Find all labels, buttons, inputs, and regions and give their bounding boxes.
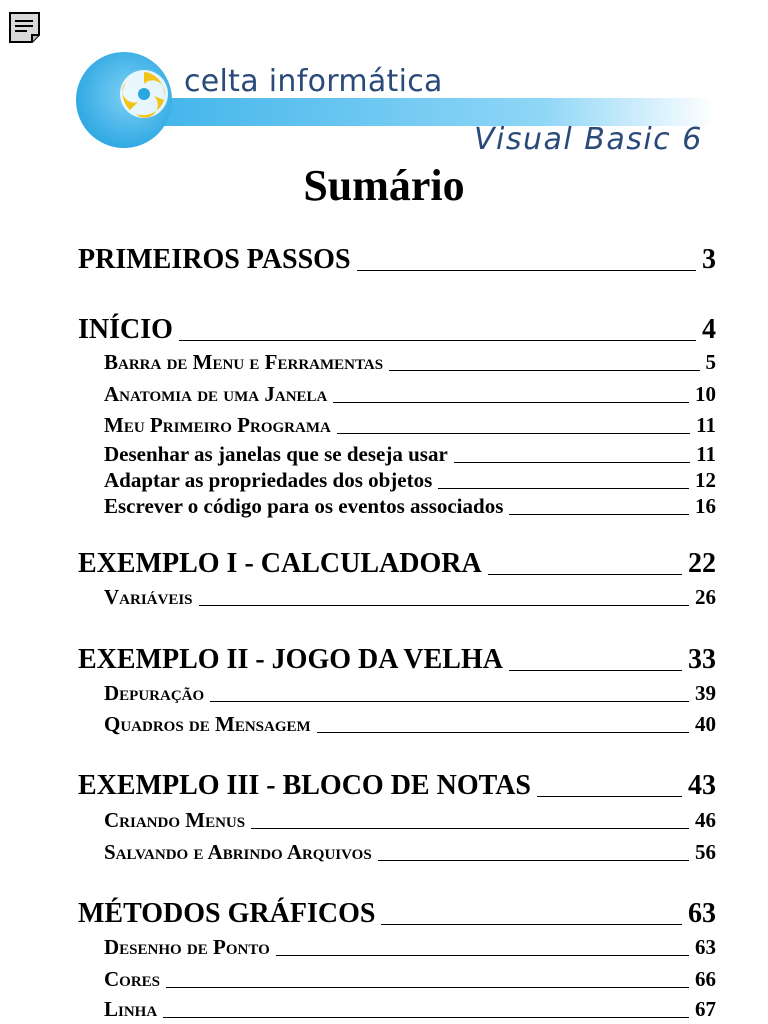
toc-entry-anatomia[interactable]: [104, 382, 716, 407]
toc-entry-text: EXEMPLO I - CALCULADORA: [78, 548, 482, 579]
swirl-logo-icon: [116, 66, 172, 122]
toc-leader: [509, 670, 682, 671]
toc-entry-primeiros-passos[interactable]: [78, 244, 716, 276]
toc-page-number: 4: [702, 314, 716, 345]
toc-entry-exemplo-bloco-de-notas[interactable]: [78, 770, 716, 802]
toc-entry-depuracao[interactable]: [104, 681, 716, 706]
toc-entry-text: Criando Menus: [104, 808, 246, 832]
toc-entry-text: Variáveis: [104, 585, 193, 609]
toc-entry-text: Desenho de Ponto: [104, 935, 270, 959]
toc-page-number: 63: [688, 898, 716, 929]
toc-entry-metodos-graficos[interactable]: [78, 898, 716, 930]
toc-page-number: 67: [695, 997, 716, 1021]
toc-entry-text: Adaptar as propriedades dos objetos: [104, 468, 433, 492]
toc-entry-text: Salvando e Abrindo Arquivos: [104, 840, 372, 864]
header-banner: [76, 52, 716, 162]
toc-leader: [438, 488, 689, 489]
toc-leader: [454, 462, 690, 463]
toc-entry-cores[interactable]: [104, 967, 716, 992]
toc-leader: [381, 924, 682, 925]
page-title: Sumário: [303, 161, 465, 210]
brand-name: celta informática: [184, 64, 443, 99]
toc-leader: [317, 732, 689, 733]
toc-leader: [179, 340, 696, 341]
toc-entry-text: Quadros de Mensagem: [104, 712, 311, 736]
toc-page-number: 3: [702, 244, 716, 275]
toc-entry-text: MÉTODOS GRÁFICOS: [78, 898, 376, 929]
toc-entry-text: Desenhar as janelas que se deseja usar: [104, 442, 448, 466]
note-icon[interactable]: [8, 11, 42, 45]
toc-page-number: 39: [695, 681, 716, 705]
toc-entry-quadros-de-mensagem[interactable]: [104, 712, 716, 737]
product-name: Visual Basic 6: [474, 122, 703, 157]
toc-leader: [509, 514, 689, 515]
toc-page-number: 33: [688, 644, 716, 675]
toc-entry-inicio[interactable]: [78, 314, 716, 346]
toc-entry-primeiro-programa[interactable]: [104, 413, 716, 438]
toc-page-number: 22: [688, 548, 716, 579]
toc-entry-text: INÍCIO: [78, 314, 173, 345]
toc-page-number: 66: [695, 967, 716, 991]
toc-entry-escrever-codigo[interactable]: [104, 494, 716, 519]
toc-entry-desenhar-janelas[interactable]: [104, 442, 716, 467]
toc-leader: [163, 1017, 689, 1018]
toc-leader: [276, 955, 689, 956]
toc-leader: [333, 402, 689, 403]
toc-entry-criando-menus[interactable]: [104, 808, 716, 833]
toc-entry-text: Depuração: [104, 681, 205, 705]
toc-page-number: 46: [695, 808, 716, 832]
toc-page-number: 12: [695, 468, 716, 492]
toc-entry-text: EXEMPLO II - JOGO DA VELHA: [78, 644, 503, 675]
toc-page-number: 56: [695, 840, 716, 864]
toc-page-number: 5: [705, 350, 716, 374]
toc-entry-exemplo-calculadora[interactable]: [78, 548, 716, 580]
toc-entry-exemplo-jogo-da-velha[interactable]: [78, 644, 716, 676]
toc-leader: [389, 370, 699, 371]
toc-leader: [251, 828, 689, 829]
toc-entry-text: EXEMPLO III - BLOCO DE NOTAS: [78, 770, 531, 801]
toc-leader: [210, 701, 689, 702]
toc-page-number: 11: [696, 413, 716, 437]
toc-leader: [488, 574, 682, 575]
toc-entry-variaveis[interactable]: [104, 585, 716, 610]
toc-entry-desenho-de-ponto[interactable]: [104, 935, 716, 960]
toc-entry-text: Meu Primeiro Programa: [104, 413, 331, 437]
toc-entry-salvando-arquivos[interactable]: [104, 840, 716, 865]
toc-entry-text: Barra de Menu e Ferramentas: [104, 350, 384, 374]
toc-leader: [337, 433, 690, 434]
toc-entry-text: Anatomia de uma Janela: [104, 382, 328, 406]
toc-leader: [537, 796, 682, 797]
toc-page-number: 16: [695, 494, 716, 518]
toc-entry-barra-de-menu[interactable]: [104, 350, 716, 375]
toc-page-number: 63: [695, 935, 716, 959]
toc-entry-text: Escrever o código para os eventos associados: [104, 494, 504, 518]
toc-entry-text: PRIMEIROS PASSOS: [78, 244, 351, 275]
toc-entry-adaptar-propriedades[interactable]: [104, 468, 716, 493]
toc-page-number: 26: [695, 585, 716, 609]
toc-page-number: 40: [695, 712, 716, 736]
toc-leader: [357, 270, 696, 271]
toc-page-number: 11: [696, 442, 716, 466]
toc-entry-text: Linha: [104, 997, 158, 1021]
toc-page-number: 10: [695, 382, 716, 406]
toc-leader: [378, 860, 689, 861]
toc-leader: [199, 605, 689, 606]
toc-entry-text: Cores: [104, 967, 161, 991]
toc-entry-linha[interactable]: [104, 997, 716, 1022]
toc-leader: [166, 987, 689, 988]
toc-page-number: 43: [688, 770, 716, 801]
